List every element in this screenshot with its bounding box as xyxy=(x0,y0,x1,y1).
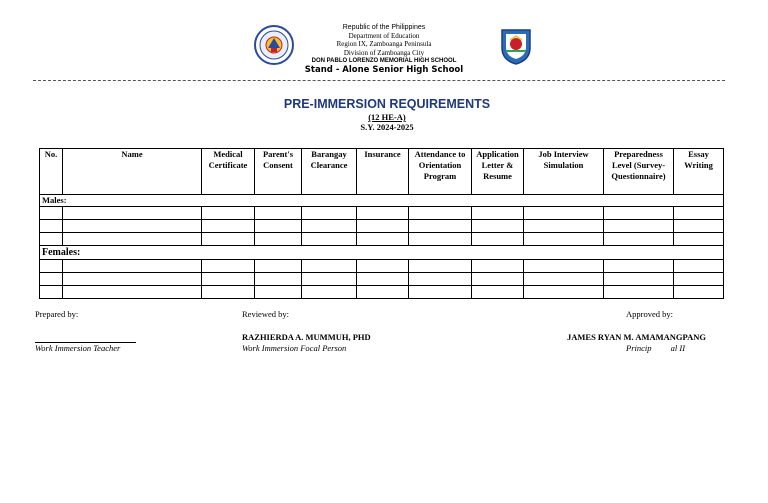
table-row xyxy=(40,273,724,286)
col-no: No. xyxy=(40,149,63,195)
prepared-by-label: Prepared by: xyxy=(35,309,79,319)
females-section-row xyxy=(40,246,724,260)
reviewed-role: Work Immersion Focal Person xyxy=(242,343,347,353)
col-barangay-clearance: Barangay Clearance xyxy=(302,149,357,195)
col-parents-consent: Parent's Consent xyxy=(255,149,302,195)
approved-by-label: Approved by: xyxy=(626,309,673,319)
table-header-row xyxy=(40,149,724,195)
table-row xyxy=(40,286,724,299)
col-application-letter: Application Letter & Resume xyxy=(472,149,524,195)
header-republic: Republic of the Philippines xyxy=(342,24,426,31)
requirements-table xyxy=(39,148,724,299)
table-row xyxy=(40,207,724,220)
reviewed-by-label: Reviewed by: xyxy=(242,309,289,319)
reviewed-name: RAZHIERDA A. MUMMUH, PHD xyxy=(242,332,371,342)
col-preparedness: Preparedness Level (Survey-Questionnaire) xyxy=(604,149,674,195)
col-job-interview: Job Interview Simulation xyxy=(524,149,604,195)
col-medical-certificate: Medical Certificate xyxy=(202,149,255,195)
page-title: PRE-IMMERSION REQUIREMENTS xyxy=(283,97,491,111)
females-label: Females: xyxy=(40,246,724,260)
col-name: Name xyxy=(63,149,202,195)
header-school-type: Stand - Alone Senior High School xyxy=(304,65,464,75)
approved-role: Princip al II xyxy=(626,343,686,353)
header-school: DON PABLO LORENZO MEMORIAL HIGH SCHOOL xyxy=(311,58,457,64)
prepared-role: Work Immersion Teacher xyxy=(35,343,121,353)
header-division: Division of Zamboanga City xyxy=(343,49,425,57)
header-department: Department of Education xyxy=(348,32,420,40)
males-section-row xyxy=(40,195,724,207)
table-row xyxy=(40,220,724,233)
approved-name: JAMES RYAN M. AMAMANGPANG xyxy=(567,332,706,342)
col-insurance: Insurance xyxy=(357,149,409,195)
col-attendance: Attendance to Orientation Program xyxy=(409,149,472,195)
school-year: S.Y. 2024-2025 xyxy=(360,122,414,132)
table-row xyxy=(40,233,724,246)
header-region: Region IX, Zamboanga Peninsula xyxy=(336,40,432,48)
header-divider xyxy=(33,80,725,81)
males-label: Males: xyxy=(40,195,724,207)
table-row xyxy=(40,260,724,273)
section-label: (12 HE-A) xyxy=(368,112,406,122)
col-essay-writing: Essay Writing xyxy=(674,149,724,195)
